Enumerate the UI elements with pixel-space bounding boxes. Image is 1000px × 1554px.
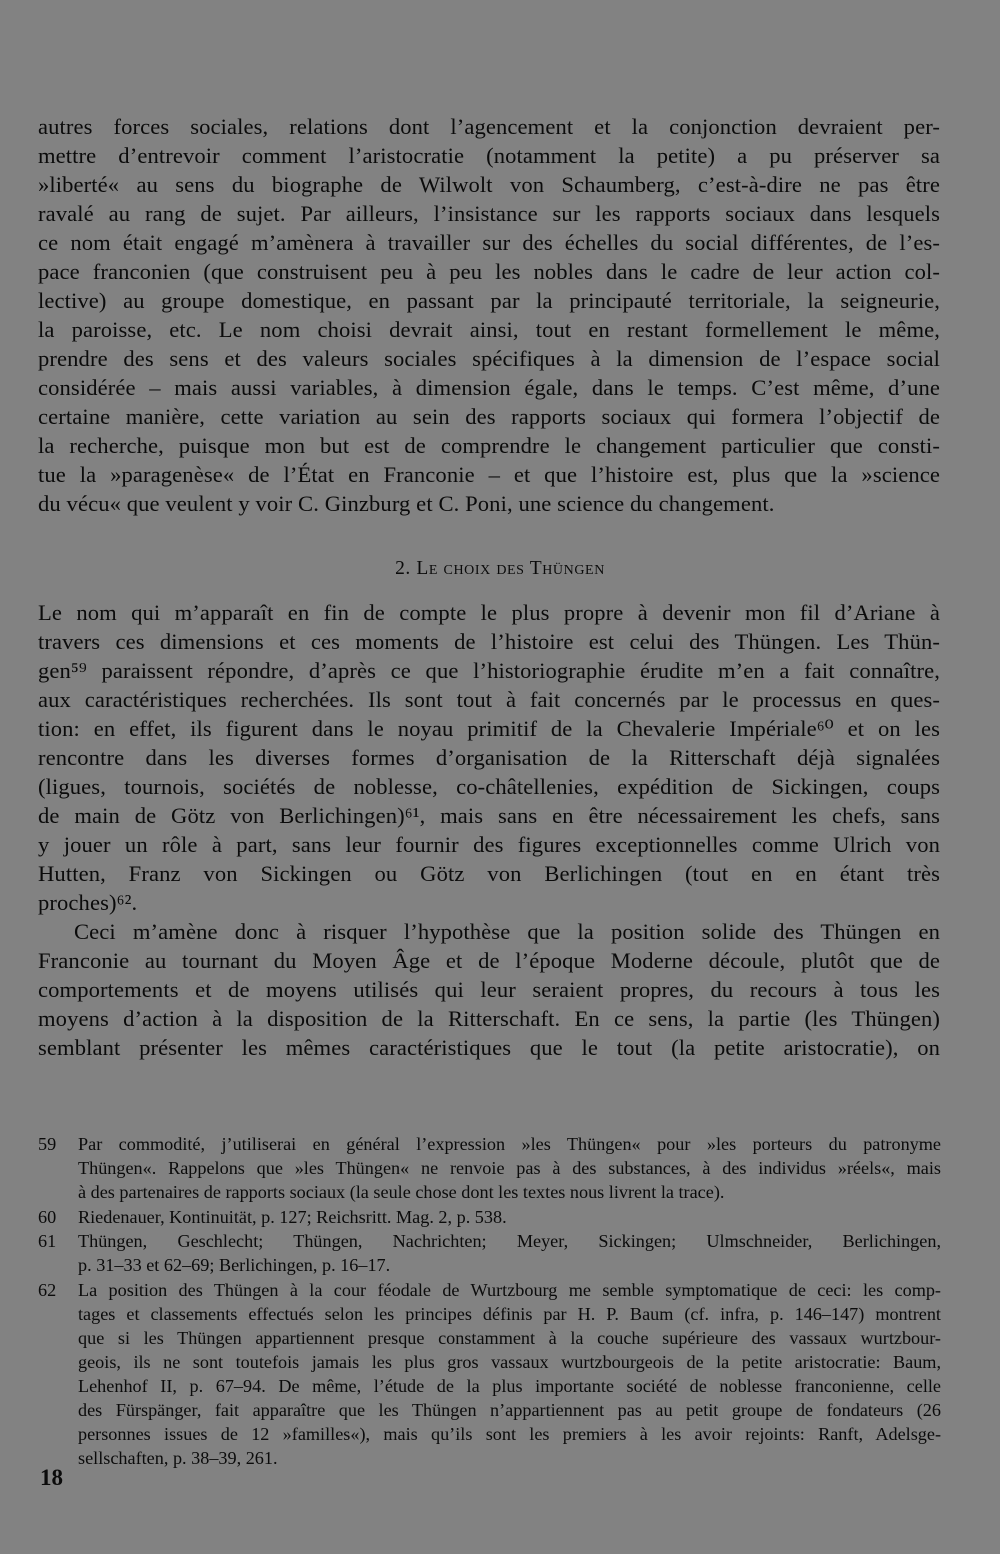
text-line: comportements et de moyens utilisés qui leur seraient propres, du recours à tous les [38, 977, 940, 1002]
text-line: »liberté« au sens du biographe de Wilwolt von Schaumberg, c’est-à-dire ne pas être [38, 172, 940, 197]
text-line: rencontre dans les diverses formes d’organisation de la Ritterschaft déjà signalées [38, 745, 940, 770]
text-line: proches)⁶². [38, 890, 138, 915]
text-line: pace franconien (que construisent peu à peu les nobles dans le cadre de leur action col- [38, 259, 940, 284]
text-line: gen⁵⁹ paraissent répondre, d’après ce que l’historiographie érudite m’en a fait connaître, [38, 658, 940, 683]
text-line: ce nom était engagé m’amènera à travailler sur des échelles du social différentes, de l’es- [38, 230, 940, 255]
text-line: Franconie au tournant du Moyen Âge et de l’époque Moderne découle, plutôt que de [38, 948, 940, 973]
footnote-number: 62 [38, 1280, 57, 1300]
text-line: considérée – mais aussi variables, à dimension égale, dans le temps. C’est même, d’une [38, 375, 940, 400]
text-line: aux caractéristiques recherchées. Ils sont tout à fait concernés par le processus en ques- [38, 687, 940, 712]
text-line: y jouer un rôle à part, sans leur fournir des figures exceptionnelles comme Ulrich von [38, 832, 940, 857]
text-line: semblant présenter les mêmes caractéristiques que le tout (la petite aristocratie), on [38, 1035, 940, 1060]
text-line: Hutten, Franz von Sickingen ou Götz von Berlichingen (tout en en étant très [38, 861, 940, 886]
footnote-line: geois, ils ne sont toutefois jamais les plus gros vassaux wurtzbourgeois de la petite aristocratie: Baum, [78, 1352, 941, 1372]
text-line: la paroisse, etc. Le nom choisi devrait ainsi, tout en restant formellement le même, [38, 317, 940, 342]
page-number: 18 [40, 1465, 63, 1490]
footnote-number: 61 [38, 1231, 57, 1251]
text-line: tion: en effet, ils figurent dans le noyau primitif de la Chevalerie Impériale⁶⁰ et on les [38, 716, 940, 741]
text-line: de main de Götz von Berlichingen)⁶¹, mais sans en être nécessairement les chefs, sans [38, 803, 940, 828]
footnote-line: tages et classements effectués selon les principes définis par H. P. Baum (cf. infra, p. 146–147) montrent [78, 1304, 941, 1324]
text-line: travers ces dimensions et ces moments de l’histoire est celui des Thüngen. Les Thün- [38, 629, 940, 654]
footnote-line: Thüngen«. Rappelons que »les Thüngen« ne renvoie pas à des substances, à des individus »réels«, mais [78, 1158, 941, 1178]
text-line: prendre des sens et des valeurs sociales spécifiques à la dimension de l’espace social [38, 346, 940, 371]
footnote-line: des Fürspänger, fait apparaître que les Thüngen n’appartiennent pas au petit groupe de fondateurs (26 [78, 1400, 941, 1420]
footnote-line: à des partenaires de rapports sociaux (la seule chose dont les textes nous livrent la trace). [78, 1182, 725, 1202]
text-line: moyens d’action à la disposition de la Ritterschaft. En ce sens, la partie (les Thüngen) [38, 1006, 940, 1031]
text-line: la recherche, puisque mon but est de comprendre le changement particulier que consti- [38, 433, 940, 458]
footnote-line: Riedenauer, Kontinuität, p. 127; Reichsritt. Mag. 2, p. 538. [78, 1207, 507, 1227]
text-line: Ceci m’amène donc à risquer l’hypothèse que la position solide des Thüngen en [74, 919, 940, 944]
footnote-number: 60 [38, 1207, 57, 1227]
text-line: Le nom qui m’apparaît en fin de compte le plus propre à devenir mon fil d’Ariane à [38, 600, 940, 625]
text-line: lective) au groupe domestique, en passant par la principauté territoriale, la seigneurie, [38, 288, 940, 313]
text-line: tue la »paragenèse« de l’État en Franconie – et que l’histoire est, plus que la »science [38, 462, 940, 487]
footnote-line: sellschaften, p. 38–39, 261. [78, 1448, 278, 1468]
footnote-line: La position des Thüngen à la cour féodale de Wurtzbourg me semble symptomatique de ceci: les comp- [78, 1280, 941, 1300]
section-heading: 2. Le choix des Thüngen [395, 558, 605, 579]
text-line: du vécu« que veulent y voir C. Ginzburg et C. Poni, une science du changement. [38, 491, 775, 516]
text-line: autres forces sociales, relations dont l’agencement et la conjonction devraient per- [38, 114, 940, 139]
footnote-line: p. 31–33 et 62–69; Berlichingen, p. 16–17. [78, 1255, 391, 1275]
footnote-line: que si les Thüngen appartiennent presque constamment à la couche supérieure des vassaux wurtzbour- [78, 1328, 941, 1348]
footnote-line: Par commodité, j’utiliserai en général l’expression »les Thüngen« pour »les porteurs du patronyme [78, 1134, 941, 1154]
text-line: certaine manière, cette variation au sein des rapports sociaux qui formera l’objectif de [38, 404, 940, 429]
footnote-number: 59 [38, 1134, 57, 1154]
footnote-line: personnes issues de 12 »familles«), mais qu’ils sont les premiers à les avoir rejoints: Ranft, Adelsge- [78, 1424, 941, 1444]
footnote-line: Thüngen, Geschlecht; Thüngen, Nachrichten; Meyer, Sickingen; Ulmschneider, Berlichingen, [78, 1231, 941, 1251]
text-line: mettre d’entrevoir comment l’aristocratie (notamment la petite) a pu préserver sa [38, 143, 940, 168]
text-line: ravalé au rang de sujet. Par ailleurs, l’insistance sur les rapports sociaux dans lesquels [38, 201, 940, 226]
footnote-line: Lehenhof II, p. 67–94. De même, l’étude de la plus importante société de noblesse franconienne, celle [78, 1376, 941, 1396]
text-line: (ligues, tournois, sociétés de noblesse, co-châtellenies, expédition de Sickingen, coups [38, 774, 940, 799]
